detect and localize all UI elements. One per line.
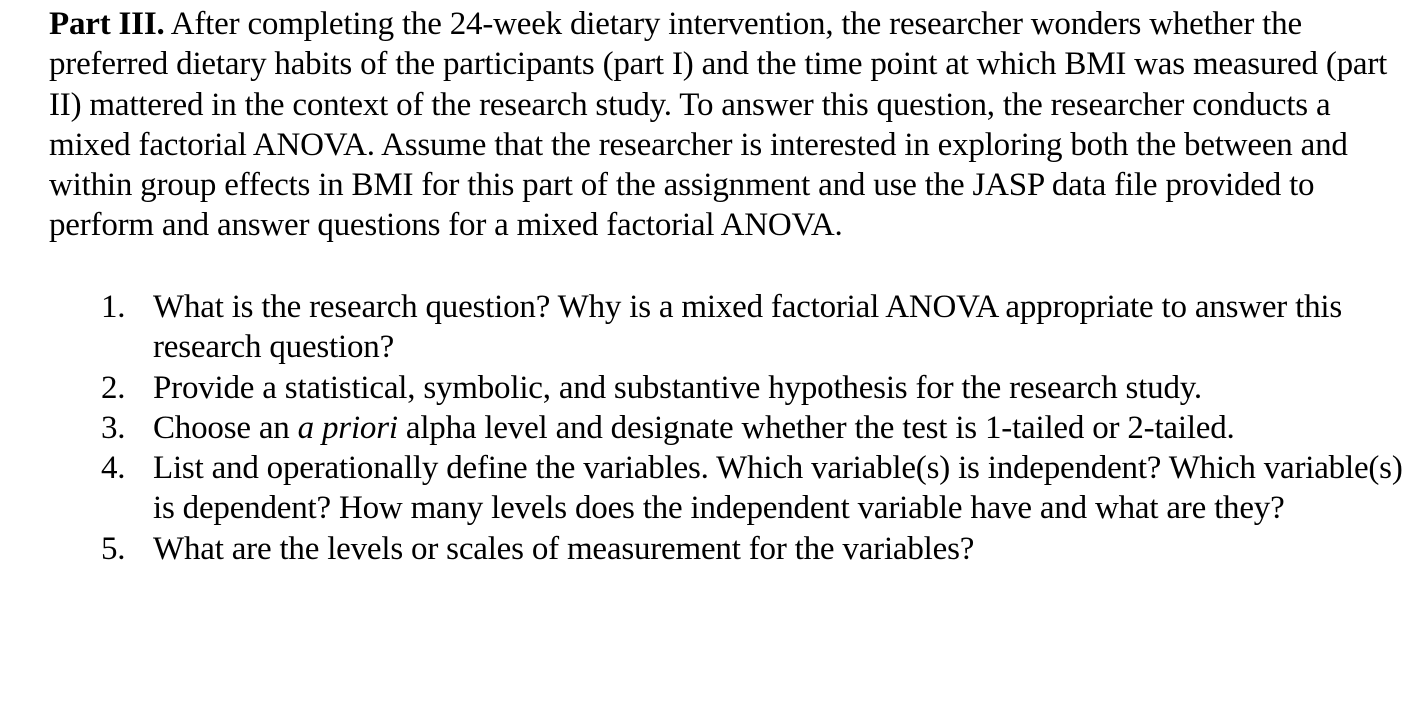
question-text: Provide a statistical, symbolic, and substantive hypothesis for the research study. (153, 369, 1202, 406)
question-item (101, 408, 1404, 448)
question-item (101, 287, 1404, 368)
intro-text: After completing the 24-week dietary intervention, the researcher wonders whether the preferred dietary habits of the participants (part I) and the time point at which BMI was measured (part II) mattered in the context of the research study. To answer this question, the researcher conducts a mixed factorial ANOVA. Assume that the researcher is interested in exploring both the between and within group effects in BMI for this part of the assignment and use the JASP data file provided to perform and answer questions for a mixed factorial ANOVA. (49, 6, 1388, 244)
question-number: 4. (101, 450, 126, 487)
question-list (101, 287, 1404, 569)
question-number: 2. (101, 369, 126, 406)
question-item (101, 448, 1404, 529)
question-item (101, 529, 1404, 569)
assignment-document (49, 4, 1404, 567)
intro-paragraph (49, 4, 1404, 246)
question-text: List and operationally define the variables. Which variable(s) is independent? Which variable(s) is dependent? How many levels does the independent variable have and what are they? (153, 450, 1403, 527)
section-heading: Part III. (49, 6, 165, 42)
question-text: What is the research question? Why is a mixed factorial ANOVA appropriate to answer this research question? (153, 289, 1343, 366)
question-text (153, 410, 1235, 446)
question-text-end: alpha level and designate whether the test is 1-tailed or 2-tailed. (397, 409, 1235, 446)
question-text: What are the levels or scales of measurement for the variables? (153, 530, 975, 567)
italic-term: a priori (297, 409, 398, 446)
question-text-start: Choose an (153, 409, 298, 446)
question-number: 1. (101, 289, 126, 325)
question-number: 3. (101, 409, 126, 446)
question-item (101, 368, 1404, 408)
question-number: 5. (101, 530, 126, 567)
